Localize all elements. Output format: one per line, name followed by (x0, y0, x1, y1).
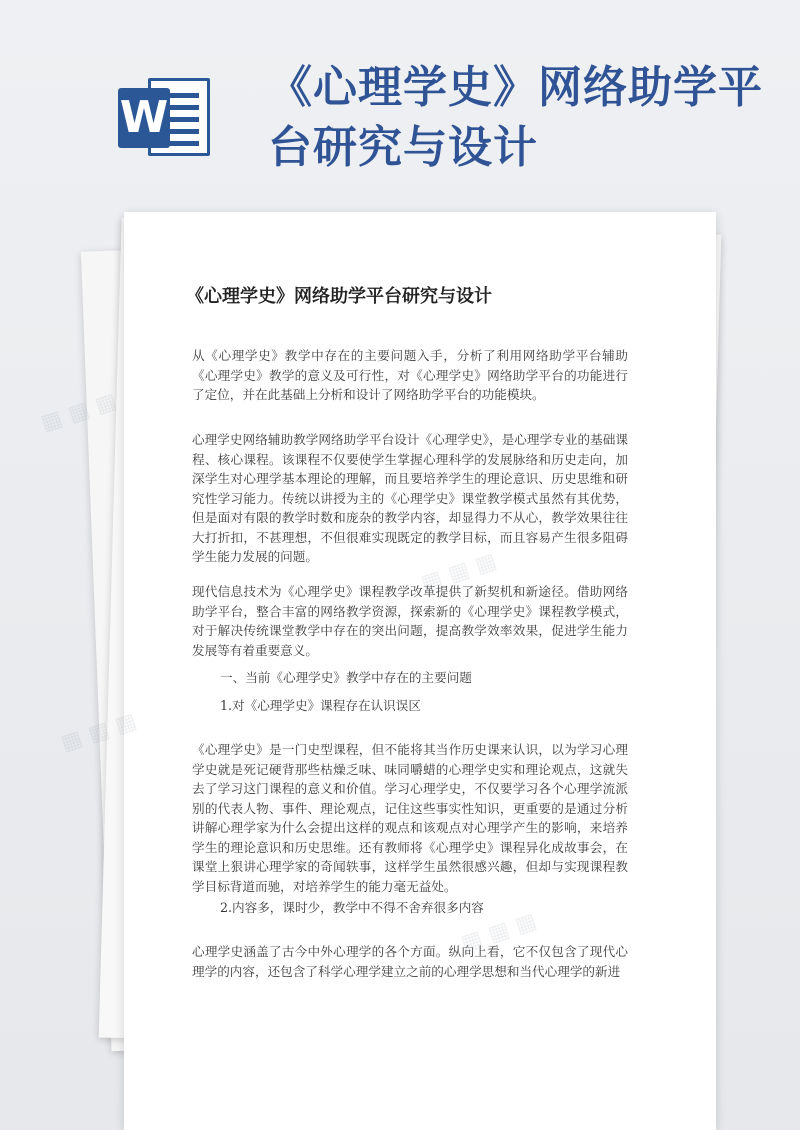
document-title: 《心理学史》网络助学平台研究与设计 (186, 286, 492, 307)
watermark-mark: ▦ ▦ ▦ (38, 388, 120, 437)
word-letter-badge: W (118, 88, 170, 148)
paragraph-intro: 心理学史网络辅助教学网络助学平台设计《心理学史》，是心理学专业的基础课程、核心课程。该课程不仅要使学生掌握心理科学的发展脉络和历史走向，加深学生对心理学基本理论的理解，而且要培养学生的理论意识、历史思维和研究性学习能力。传统以讲授为主的《心理学史》课堂教学模式虽然有其优势，但是面对有限的教学时数和庞杂的教学内容，却显得力不从心，教学效果往往大打折扣，不甚理想，不但很难实现既定的教学目标，而且容易产生很多阻碍学生能力发展的问题。 (192, 432, 628, 564)
word-document-icon (118, 72, 210, 160)
document-page (124, 212, 716, 1130)
header-title: 《心理学史》网络助学平台研究与设计 (268, 62, 763, 173)
paragraph-abstract: 从《心理学史》教学中存在的主要问题入手，分析了利用网络助学平台辅助《心理学史》教学的意义及可行性，对《心理学史》网络助学平台的功能进行了定位，并在此基础上分析和设计了网络助学平台的功能模块。 (192, 348, 628, 402)
subsection-heading-1: 1.对《心理学史》课程存在认识误区 (220, 698, 421, 713)
subsection-heading-2: 2.内容多，课时少，教学中不得不舍弃很多内容 (220, 900, 484, 915)
watermark-mark: ▦ (58, 726, 86, 757)
section-heading-1: 一、当前《心理学史》教学中存在的主要问题 (220, 670, 472, 685)
paragraph-tech: 现代信息技术为《心理学史》课程教学改革提供了新契机和新途径。借助网络助学平台，整合丰富的网络教学资源，探索新的《心理学史》课程教学模式，对于解决传统课堂教学中存在的突出问题，提高教学效率效果，促进学生能力发展等有着重要意义。 (192, 584, 628, 658)
paragraph-body-1: 《心理学史》是一门史型课程，但不能将其当作历史课来认识，以为学习心理学史就是死记硬背那些枯燥乏味、味同嚼蜡的心理学史实和理论观点，这就失去了学习这门课程的意义和价值。学习心理学史，不仅要学习各个心理学流派别的代表人物、事件、理论观点，记住这些事实性知识，更重要的是通过分析讲解心理学家为什么会提出这样的观点和该观点对心理学产生的影响，来培养学生的理论意识和历史思维。还有教师将《心理学史》课程异化成故事会，在课堂上狠讲心理学家的奇闻轶事，这样学生虽然很感兴趣，但却与实现课程教学目标背道而驰，对培养学生的能力毫无益处。 (192, 742, 628, 894)
paragraph-body-2: 心理学史涵盖了古今中外心理学的各个方面。纵向上看，它不仅包含了现代心理学的内容，还包含了科学心理学建立之前的心理学思想和当代心理学的新进 (192, 944, 628, 979)
